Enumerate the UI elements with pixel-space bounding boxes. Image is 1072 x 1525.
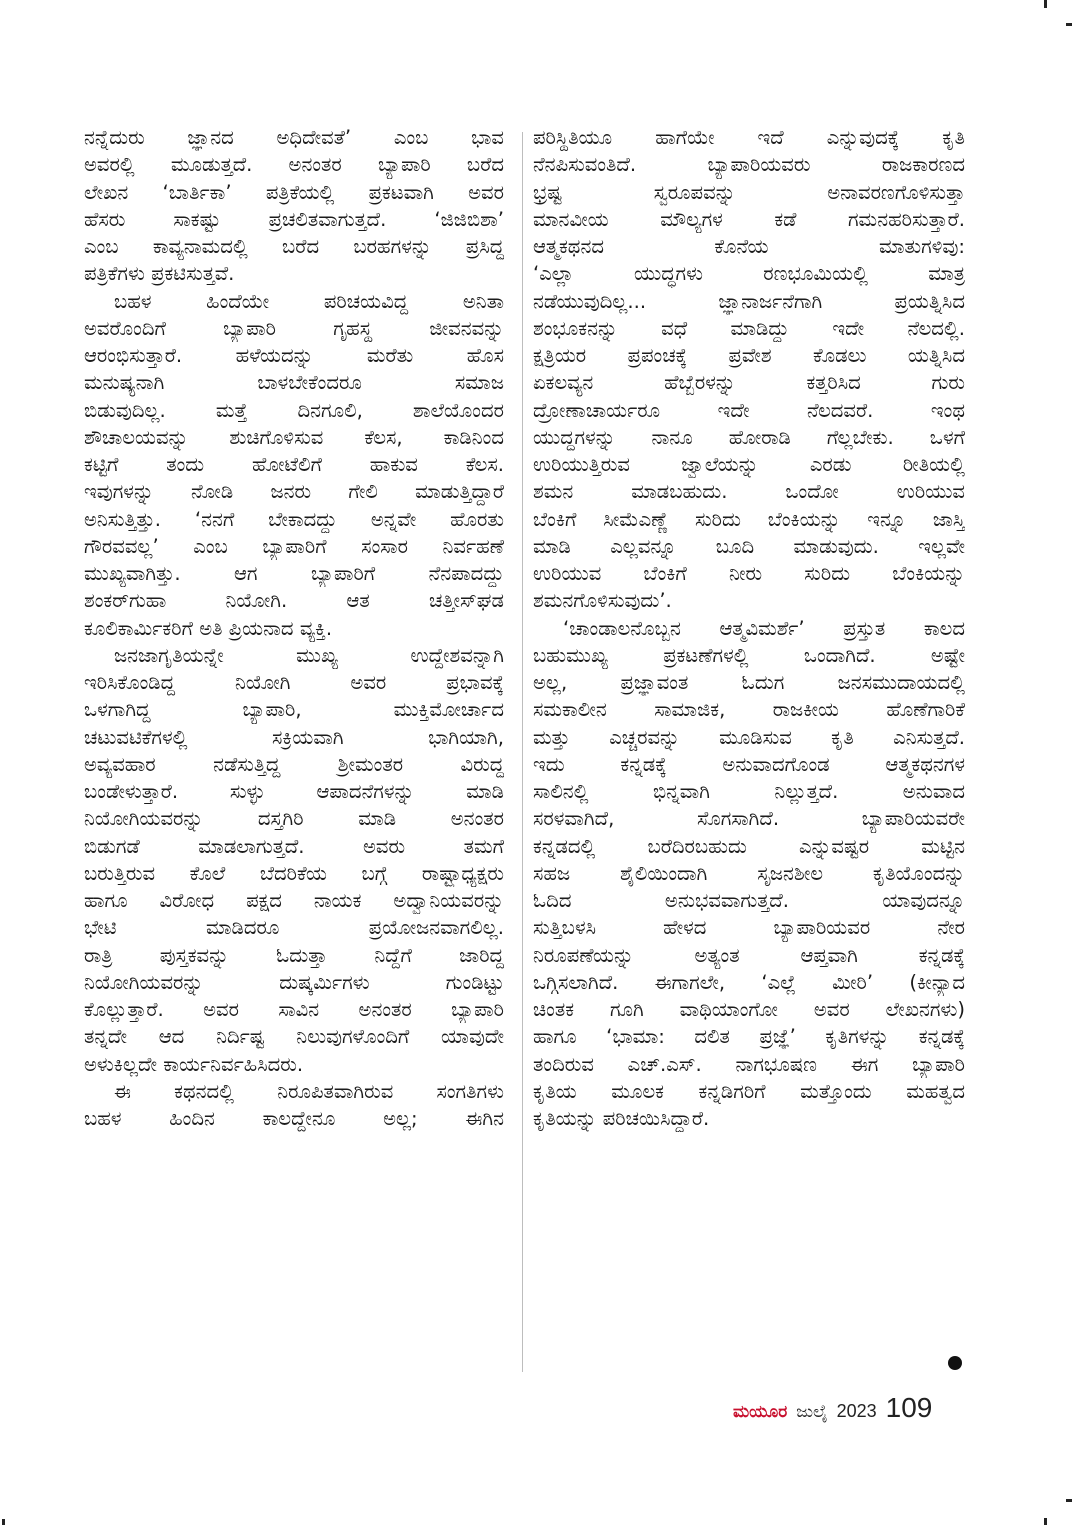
page-number: 109 (885, 1392, 933, 1423)
text-line: ಒಳಗಾಗಿದ್ದ ಬ್ಯಾಪಾರಿ, ಮುಕ್ತಿಮೋರ್ಚಾದ (84, 698, 504, 722)
text-line: ಮನುಷ್ಯನಾಗಿ ಬಾಳಬೇಕೆಂದರೂ ಸಮಾಜ (84, 371, 504, 395)
column-divider (522, 132, 523, 1372)
crop-mark-bottom-right-horizontal (1066, 1499, 1072, 1502)
text-line: ಸುತ್ತಿಬಳಸಿ ಹೇಳದ ಬ್ಯಾಪಾರಿಯವರ ನೇರ (533, 916, 965, 940)
text-line: ಯುದ್ಧಗಳನ್ನು ನಾನೂ ಹೋರಾಡಿ ಗೆಲ್ಲಬೇಕು. ಒಳಗೆ (533, 425, 965, 449)
text-line: ಕೊಲ್ಲುತ್ತಾರೆ. ಅವರ ಸಾವಿನ ಅನಂತರ ಬ್ಯಾಪಾರಿ (84, 998, 504, 1021)
end-of-article-bullet-icon (948, 1356, 962, 1370)
text-line: ಗೌರವವಲ್ಲ’ ಎಂಬ ಬ್ಯಾಪಾರಿಗೆ ಸಂಸಾರ ನಿರ್ವಹಣೆ (84, 534, 504, 558)
crop-mark-top-right-vertical (1044, 0, 1047, 8)
right-column (533, 124, 965, 1132)
text-line: ಆತ್ಮಕಥನದ ಕೊನೆಯ ಮಾತುಗಳಿವು: (533, 235, 965, 258)
text-line: ಉರಿಯುತ್ತಿರುವ ಜ್ವಾಲೆಯನ್ನು ಎರಡು ರೀತಿಯಲ್ಲಿ (533, 453, 965, 476)
text-line: ಆರಂಭಿಸುತ್ತಾರೆ. ಹಳೆಯದನ್ನು ಮರೆತು ಹೊಸ (84, 344, 504, 367)
text-line: ಓದಿದ ಅನುಭವವಾಗುತ್ತದೆ. ಯಾವುದನ್ನೂ (533, 889, 965, 912)
text-line: ಏಕಲವ್ಯನ ಹೆಬ್ಬೆರಳನ್ನು ಕತ್ತರಿಸಿದ ಗುರು (533, 371, 965, 395)
text-line: ನೆನಪಿಸುವಂತಿದೆ. ಬ್ಯಾಪಾರಿಯವರು ರಾಜಕಾರಣದ (533, 153, 965, 177)
text-line: ಇವುಗಳನ್ನು ನೋಡಿ ಜನರು ಗೇಲಿ ಮಾಡುತ್ತಿದ್ದಾರೆ (84, 480, 504, 504)
text-line: ಶಂಕರ್‌ಗುಹಾ ನಿಯೋಗಿ. ಆತ ಚತ್ತೀಸ್‌ಘಡ (84, 589, 504, 613)
text-line: ಅಳುಕಿಲ್ಲದೇ ಕಾರ್ಯನಿರ್ವಹಿಸಿದರು. (84, 1052, 304, 1076)
text-line: ಅವರೊಂದಿಗೆ ಬ್ಯಾಪಾರಿ ಗೃಹಸ್ಥ ಜೀವನವನ್ನು (84, 316, 504, 340)
text-line: ಭ್ರಷ್ಟ ಸ್ವರೂಪವನ್ನು ಅನಾವರಣಗೊಳಿಸುತ್ತಾ (533, 180, 965, 204)
text-line: ಬಹಳ ಹಿಂದೆಯೇ ಪರಿಚಯವಿದ್ದ ಅನಿತಾ (114, 289, 504, 313)
text-line: ಶಮನಗೊಳಿಸುವುದು’. (533, 589, 672, 613)
crop-mark-bottom-left-vertical (2, 1519, 5, 1525)
text-line: ಕೃತಿಯನ್ನು ಪರಿಚಯಿಸಿದ್ದಾರೆ. (533, 1107, 710, 1130)
issue-month: ಜುಲೈ (796, 1402, 828, 1422)
text-line: ಶಮನ ಮಾಡಬಹುದು. ಒಂದೋ ಉರಿಯುವ (533, 480, 965, 504)
page-footer (733, 1392, 932, 1428)
text-line: ನಿಯೋಗಿಯವರನ್ನು ದುಷ್ಕರ್ಮಿಗಳು ಗುಂಡಿಟ್ಟು (84, 970, 504, 994)
text-line: ಎಂಬ ಕಾವ್ಯನಾಮದಲ್ಲಿ ಬರೆದ ಬರಹಗಳನ್ನು ಪ್ರಸಿದ್ಧ (84, 235, 504, 258)
text-line: ಲೇಖನ ‘ಬಾರ್ತಿಕಾ’ ಪತ್ರಿಕೆಯಲ್ಲಿ ಪ್ರಕಟವಾಗಿ ಅವರ (84, 180, 504, 204)
text-line: ಬಂಡೇಳುತ್ತಾರೆ. ಸುಳ್ಳು ಆಪಾದನೆಗಳನ್ನು ಮಾಡಿ (84, 780, 504, 803)
text-line: ಮುಖ್ಯವಾಗಿತ್ತು. ಆಗ ಬ್ಯಾಪಾರಿಗೆ ನೆನಪಾದದ್ದು (84, 562, 504, 585)
text-line: ಒಗ್ಗಿಸಲಾಗಿದೆ. ಈಗಾಗಲೇ, ‘ಎಲ್ಲೆ ಮೀರಿ’ (ಕೀನ್ಯಾದ (533, 970, 965, 994)
magazine-logo: ಮಯೂರ (733, 1402, 788, 1422)
text-line: ಬರುತ್ತಿರುವ ಕೊಲೆ ಬೆದರಿಕೆಯ ಬಗ್ಗೆ ರಾಷ್ಟ್ರಾಧ್ಯಕ್ಷರು (84, 861, 504, 885)
text-line: ದ್ರೋಣಾಚಾರ್ಯರೂ ಇದೇ ನೆಲದವರೆ. ಇಂಥ (533, 398, 965, 422)
text-line: ಚಟುವಟಿಕೆಗಳಲ್ಲಿ ಸಕ್ರಿಯವಾಗಿ ಭಾಗಿಯಾಗಿ, (84, 725, 504, 749)
text-line: ಜನಜಾಗೃತಿಯನ್ನೇ ಮುಖ್ಯ ಉದ್ದೇಶವನ್ನಾಗಿ (114, 643, 504, 667)
text-line: ‘ಎಲ್ಲಾ ಯುದ್ಧಗಳು ರಣಭೂಮಿಯಲ್ಲಿ ಮಾತ್ರ (533, 262, 965, 286)
text-line: ಉರಿಯುವ ಬೆಂಕಿಗೆ ನೀರು ಸುರಿದು ಬೆಂಕಿಯನ್ನು (533, 562, 965, 585)
text-line: ತನ್ನದೇ ಆದ ನಿರ್ದಿಷ್ಟ ನಿಲುವುಗಳೊಂದಿಗೆ ಯಾವುದೇ (84, 1025, 504, 1049)
text-line: ಚಿಂತಕ ಗೂಗಿ ವಾಥಿಯಾಂಗೋ ಅವರ ಲೇಖನಗಳು) (533, 998, 965, 1021)
text-line: ಅವ್ಯವಹಾರ ನಡೆಸುತ್ತಿದ್ದ ಶ್ರೀಮಂತರ ವಿರುದ್ಧ (84, 752, 504, 776)
text-line: ನಿಯೋಗಿಯವರನ್ನು ದಸ್ತಗಿರಿ ಮಾಡಿ ಅನಂತರ (84, 807, 504, 831)
text-line: ಕೂಲಿಕಾರ್ಮಿಕರಿಗೆ ಅತಿ ಪ್ರಿಯನಾದ ವ್ಯಕ್ತಿ. (84, 616, 333, 640)
text-line: ಶೌಚಾಲಯವನ್ನು ಶುಚಿಗೊಳಿಸುವ ಕೆಲಸ, ಕಾಡಿನಿಂದ (84, 425, 504, 449)
text-line: ಮತ್ತು ಎಚ್ಚರವನ್ನು ಮೂಡಿಸುವ ಕೃತಿ ಎನಿಸುತ್ತದೆ. (533, 725, 965, 749)
text-line: ಬಹಳ ಹಿಂದಿನ ಕಾಲದ್ದೇನೂ ಅಲ್ಲ; ಈಗಿನ (84, 1107, 504, 1130)
issue-year: 2023 (836, 1401, 877, 1421)
text-line: ಇದು ಕನ್ನಡಕ್ಕೆ ಅನುವಾದಗೊಂಡ ಆತ್ಮಕಥನಗಳ (533, 752, 965, 776)
text-line: ಬೆಂಕಿಗೆ ಸೀಮೆಎಣ್ಣೆ ಸುರಿದು ಬೆಂಕಿಯನ್ನು ಇನ್ನೂ ಜಾಸ್ತಿ (533, 507, 965, 531)
text-line: ಕಟ್ಟಿಗೆ ತಂದು ಹೋಟೆಲಿಗೆ ಹಾಕುವ ಕೆಲಸ. (84, 453, 504, 476)
text-line: ಹೆಸರು ಸಾಕಷ್ಟು ಪ್ರಚಲಿತವಾಗುತ್ತದೆ. ‘ಜಿಜಿಬಿಶಾ’ (84, 207, 504, 231)
text-line: ಅವರಲ್ಲಿ ಮೂಡುತ್ತದೆ. ಅನಂತರ ಬ್ಯಾಪಾರಿ ಬರೆದ (84, 153, 504, 177)
text-line: ನಿರೂಪಣೆಯನ್ನು ಅತ್ಯಂತ ಆಪ್ತವಾಗಿ ಕನ್ನಡಕ್ಕೆ (533, 943, 965, 967)
text-line: ಕ್ಷತ್ರಿಯರ ಪ್ರಪಂಚಕ್ಕೆ ಪ್ರವೇಶ ಕೊಡಲು ಯತ್ನಿಸಿದ (533, 344, 965, 367)
text-line: ಕೃತಿಯ ಮೂಲಕ ಕನ್ನಡಿಗರಿಗೆ ಮತ್ತೊಂದು ಮಹತ್ವದ (533, 1079, 965, 1103)
text-line: ಶಂಭೂಕನನ್ನು ವಧೆ ಮಾಡಿದ್ದು ಇದೇ ನೆಲದಲ್ಲಿ. (533, 316, 965, 340)
text-line: ‘ಚಾಂಡಾಲನೊಬ್ಬನ ಆತ್ಮವಿಮರ್ಶೆ’ ಪ್ರಸ್ತುತ ಕಾಲದ (563, 616, 965, 640)
text-line: ಮಾಡಿ ಎಲ್ಲವನ್ನೂ ಬೂದಿ ಮಾಡುವುದು. ಇಲ್ಲವೇ (533, 534, 965, 558)
text-line: ಸಮಕಾಲೀನ ಸಾಮಾಜಿಕ, ರಾಜಕೀಯ ಹೊಣೆಗಾರಿಕೆ (533, 698, 965, 722)
text-line: ತಂದಿರುವ ಎಚ್.ಎಸ್. ನಾಗಭೂಷಣ ಈಗ ಬ್ಯಾಪಾರಿ (533, 1052, 965, 1076)
text-line: ಬಿಡುವುದಿಲ್ಲ. ಮತ್ತೆ ದಿನಗೂಲಿ, ಶಾಲೆಯೊಂದರ (84, 398, 504, 422)
text-line: ಭೇಟಿ ಮಾಡಿದರೂ ಪ್ರಯೋಜನವಾಗಲಿಲ್ಲ. (84, 916, 504, 940)
text-line: ಹಾಗೂ ‘ಭಾಮಾ: ದಲಿತ ಪ್ರಜ್ಞೆ’ ಕೃತಿಗಳನ್ನು ಕನ್ನಡಕ್ಕೆ (533, 1025, 965, 1049)
text-line: ನನ್ನೆದುರು ಜ್ಞಾನದ ಅಧಿದೇವತೆ’ ಎಂಬ ಭಾವ (84, 126, 504, 149)
text-line: ಸಹಜ ಶೈಲಿಯಿಂದಾಗಿ ಸೃಜನಶೀಲ ಕೃತಿಯೊಂದನ್ನು (533, 861, 965, 885)
text-line: ಹಾಗೂ ವಿರೋಧ ಪಕ್ಷದ ನಾಯಕ ಅದ್ವಾನಿಯವರನ್ನು (84, 889, 504, 912)
text-line: ಸರಳವಾಗಿದೆ, ಸೊಗಸಾಗಿದೆ. ಬ್ಯಾಪಾರಿಯವರೇ (533, 807, 965, 831)
text-line: ಪರಿಸ್ಥಿತಿಯೂ ಹಾಗೆಯೇ ಇದೆ ಎನ್ನುವುದಕ್ಕೆ ಕೃತಿ (533, 126, 965, 149)
text-line: ರಾತ್ರಿ ಪುಸ್ತಕವನ್ನು ಓದುತ್ತಾ ನಿದ್ದೆಗೆ ಜಾರಿದ್ದ (84, 943, 504, 967)
text-line: ಮಾನವೀಯ ಮೌಲ್ಯಗಳ ಕಡೆ ಗಮನಹರಿಸುತ್ತಾರೆ. (533, 207, 965, 231)
text-line: ಅನಿಸುತ್ತಿತ್ತು. ‘ನನಗೆ ಬೇಕಾದದ್ದು ಅನ್ನವೇ ಹೊರತು (84, 507, 504, 531)
left-column (84, 124, 504, 1132)
text-line: ಇರಿಸಿಕೊಂಡಿದ್ದ ನಿಯೋಗಿ ಅವರ ಪ್ರಭಾವಕ್ಕೆ (84, 671, 504, 694)
text-line: ಕನ್ನಡದಲ್ಲಿ ಬರೆದಿರಬಹುದು ಎನ್ನುವಷ್ಟರ ಮಟ್ಟಿನ (533, 834, 965, 858)
text-line: ಅಲ್ಲ, ಪ್ರಜ್ಞಾವಂತ ಓದುಗ ಜನಸಮುದಾಯದಲ್ಲಿ (533, 671, 965, 694)
text-line: ನಡೆಯುವುದಿಲ್ಲ... ಜ್ಞಾನಾರ್ಜನೆಗಾಗಿ ಪ್ರಯತ್ನಿಸಿದ (533, 289, 965, 313)
text-line: ಸಾಲಿನಲ್ಲಿ ಭಿನ್ನವಾಗಿ ನಿಲ್ಲುತ್ತದೆ. ಅನುವಾದ (533, 780, 965, 803)
text-line: ಈ ಕಥನದಲ್ಲಿ ನಿರೂಪಿತವಾಗಿರುವ ಸಂಗತಿಗಳು (114, 1079, 504, 1103)
crop-mark-bottom-right-vertical (1044, 1518, 1047, 1525)
text-line: ಪತ್ರಿಕೆಗಳು ಪ್ರಕಟಿಸುತ್ತವೆ. (84, 262, 235, 286)
text-line: ಬಹುಮುಖ್ಯ ಪ್ರಕಟಣೆಗಳಲ್ಲಿ ಒಂದಾಗಿದೆ. ಅಷ್ಟೇ (533, 643, 965, 667)
text-line: ಬಿಡುಗಡೆ ಮಾಡಲಾಗುತ್ತದೆ. ಅವರು ತಮಗೆ (84, 834, 504, 858)
crop-mark-top-right-horizontal (1066, 23, 1072, 26)
